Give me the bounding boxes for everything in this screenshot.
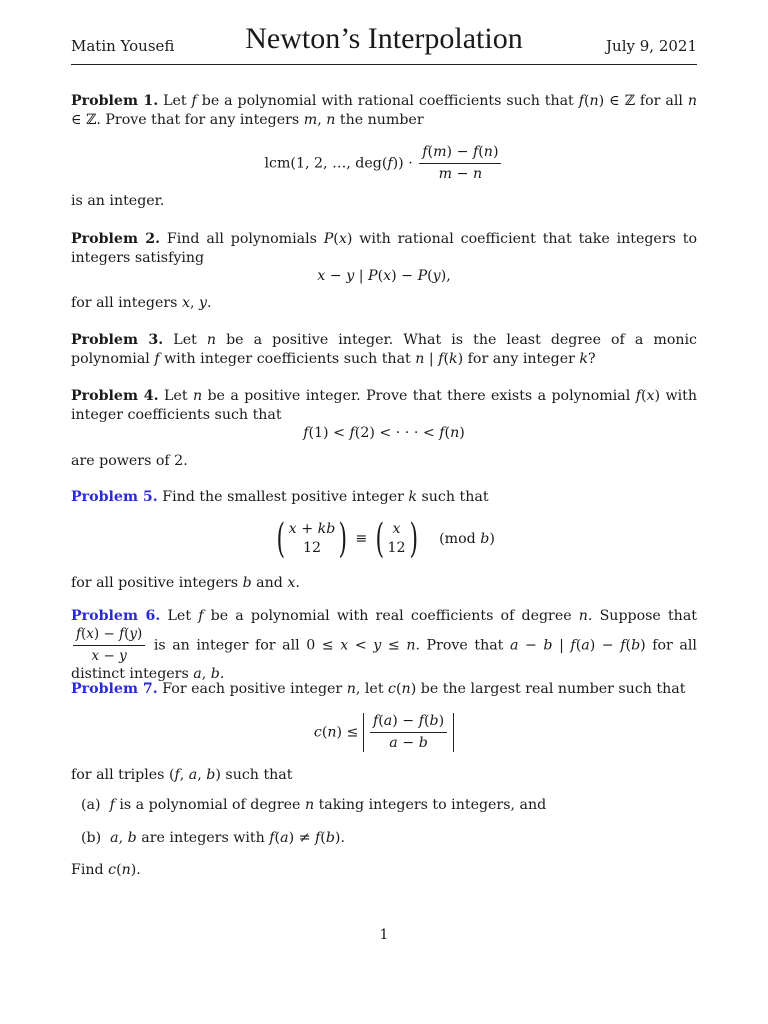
problem-1-label: Problem 1. [71, 93, 159, 109]
problem-6-label: Problem 6. [71, 608, 161, 624]
problem-4-text: Problem 4. Let n be a positive integer. Prove that there exists a polynomial f(x) with integer coefficients such that [71, 388, 697, 423]
document-title: Newton’s Interpolation [245, 22, 523, 55]
problem-7-item-b: (b) a, b are integers with f(a) ≠ f(b). [81, 830, 345, 846]
page-number: 1 [379, 927, 389, 943]
problem-1-tail: is an integer. [71, 193, 165, 209]
problem-3-text: Problem 3. Let n be a positive integer. What is the least degree of a monic polynomial f with integer coefficients such that n | f(k) for any integer k? [71, 332, 697, 367]
problem-7-formula: c(n) ≤ $\frac{f(a) - f(b)}{a - b}$ [71, 713, 697, 752]
problem-6-text: Problem 6. Let f be a polynomial with real coefficients of degree n. Suppose that $\frac{f(x) - f(y)}{x - y}$ is an integer for all 0 ≤ x < y ≤ n. Prove that a − b | f(a) − f(b) for all distinct integers a, b. [71, 608, 697, 682]
problem-1-text: Problem 1. Let f be a polynomial with rational coefficients such that f(n) ∈ ℤ for all n ∈ ℤ. Prove that for any integers m, n the number [71, 93, 697, 128]
problem-5-label: Problem 5. [71, 489, 158, 505]
author-name: Matin Yousefi [71, 37, 175, 55]
problem-1-formula: lcm(1, 2, …, deg(f)) · $\frac{f(m) - f(n)}{m - n}$ [71, 144, 697, 183]
problem-5-tail: for all positive integers b and x. [71, 575, 300, 591]
problem-2-label: Problem 2. [71, 231, 161, 247]
problem-4-tail: are powers of 2. [71, 453, 188, 469]
problem-5-text: Problem 5. Find the smallest positive integer k such that [71, 489, 489, 505]
problem-7-text: Problem 7. For each positive integer n, let c(n) be the largest real number such that [71, 681, 686, 697]
problem-7-item-a: (a) f is a polynomial of degree n taking integers to integers, and [81, 797, 547, 813]
problem-7-question: Find c(n). [71, 862, 141, 878]
problem-2-tail: for all integers x, y. [71, 295, 212, 311]
problem-7-label: Problem 7. [71, 681, 158, 697]
problem-2-text: Problem 2. Find all polynomials P(x) with rational coefficient that take integers to integers satisfying [71, 231, 697, 266]
document-date: July 9, 2021 [606, 37, 697, 55]
problem-4-label: Problem 4. [71, 388, 159, 404]
header-rule [71, 64, 697, 65]
problem-3-label: Problem 3. [71, 332, 164, 348]
problem-7-intro: for all triples (f, a, b) such that [71, 767, 293, 783]
problem-2-formula: x − y | P(x) − P(y), [317, 268, 451, 284]
problem-4-formula: f(1) < f(2) < · · · < f(n) [303, 425, 465, 441]
problem-5-formula: ( x + kb 12 ) ≡ ( x 12 ) (mod b) [276, 516, 495, 562]
